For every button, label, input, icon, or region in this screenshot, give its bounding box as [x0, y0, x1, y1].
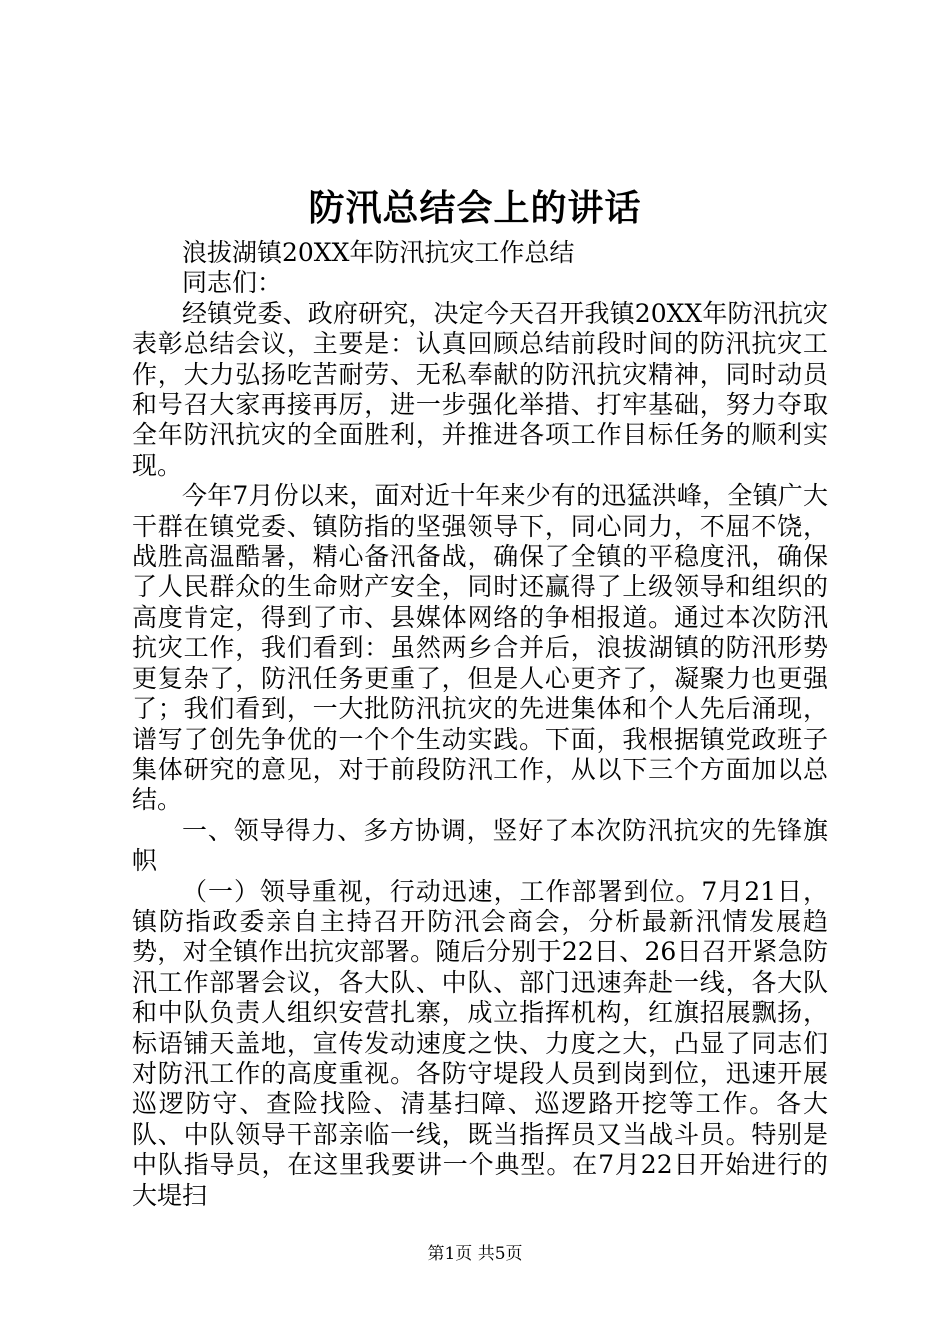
- page-footer: 第1页 共5页: [427, 1244, 523, 1264]
- paragraph: （一）领导重视，行动迅速，工作部署到位。7月21日，镇防指政委亲自主持召开防汛会商会，分析最新汛情发展趋势，对全镇作出抗灾部署。随后分别于22日、26日召开紧急防汛工作部署会议，各大队、中队、部门迅速奔赴一线，各大队和中队负责人组织安营扎寨，成立指挥机构，红旗招展飘扬，标语铺天盖地，宣传发动速度之快、力度之大，凸显了同志们对防汛工作的高度重视。各防守堤段人员到岗到位，迅速开展巡逻防守、查险找险、清基扫障、巡逻路开挖等工作。各大队、中队领导干部亲临一线，既当指挥员又当战斗员。特别是中队指导员，在这里我要讲一个典型。在7月22日开始进行的大堤扫: [132, 876, 828, 1210]
- paragraph: 经镇党委、政府研究，决定今天召开我镇20XX年防汛抗灾表彰总结会议，主要是：认真回顾总结前段时间的防汛抗灾工作，大力弘扬吃苦耐劳、无私奉献的防汛抗灾精神，同时动员和号召大家再接再厉，进一步强化举措、打牢基础，努力夺取全年防汛抗灾的全面胜利，并推进各项工作目标任务的顺利实现。: [132, 298, 828, 480]
- paragraph-subtitle: 浪拔湖镇20XX年防汛抗灾工作总结: [182, 238, 575, 267]
- paragraph: 今年7月份以来，面对近十年来少有的迅猛洪峰，全镇广大干群在镇党委、镇防指的坚强领导下，同心同力，不屈不饶，战胜高温酷暑，精心备汛备战，确保了全镇的平稳度汛，确保了人民群众的生命财产安全，同时还赢得了上级领导和组织的高度肯定，得到了市、县媒体网络的争相报道。通过本次防汛抗灾工作，我们看到：虽然两乡合并后，浪拔湖镇的防汛形势更复杂了，防汛任务更重了，但是人心更齐了，凝聚力也更强了；我们看到，一大批防汛抗灾的先进集体和个人先后涌现，谱写了创先争优的一个个生动实践。下面，我根据镇党政班子集体研究的意见，对于前段防汛工作，从以下三个方面加以总结。: [132, 481, 828, 815]
- document-body: [132, 238, 828, 1211]
- document-title: 防汛总结会上的讲话: [308, 187, 642, 229]
- section-heading: 一、领导得力、多方协调，竖好了本次防汛抗灾的先锋旗帜: [132, 815, 828, 876]
- paragraph-salutation: 同志们：: [182, 268, 283, 298]
